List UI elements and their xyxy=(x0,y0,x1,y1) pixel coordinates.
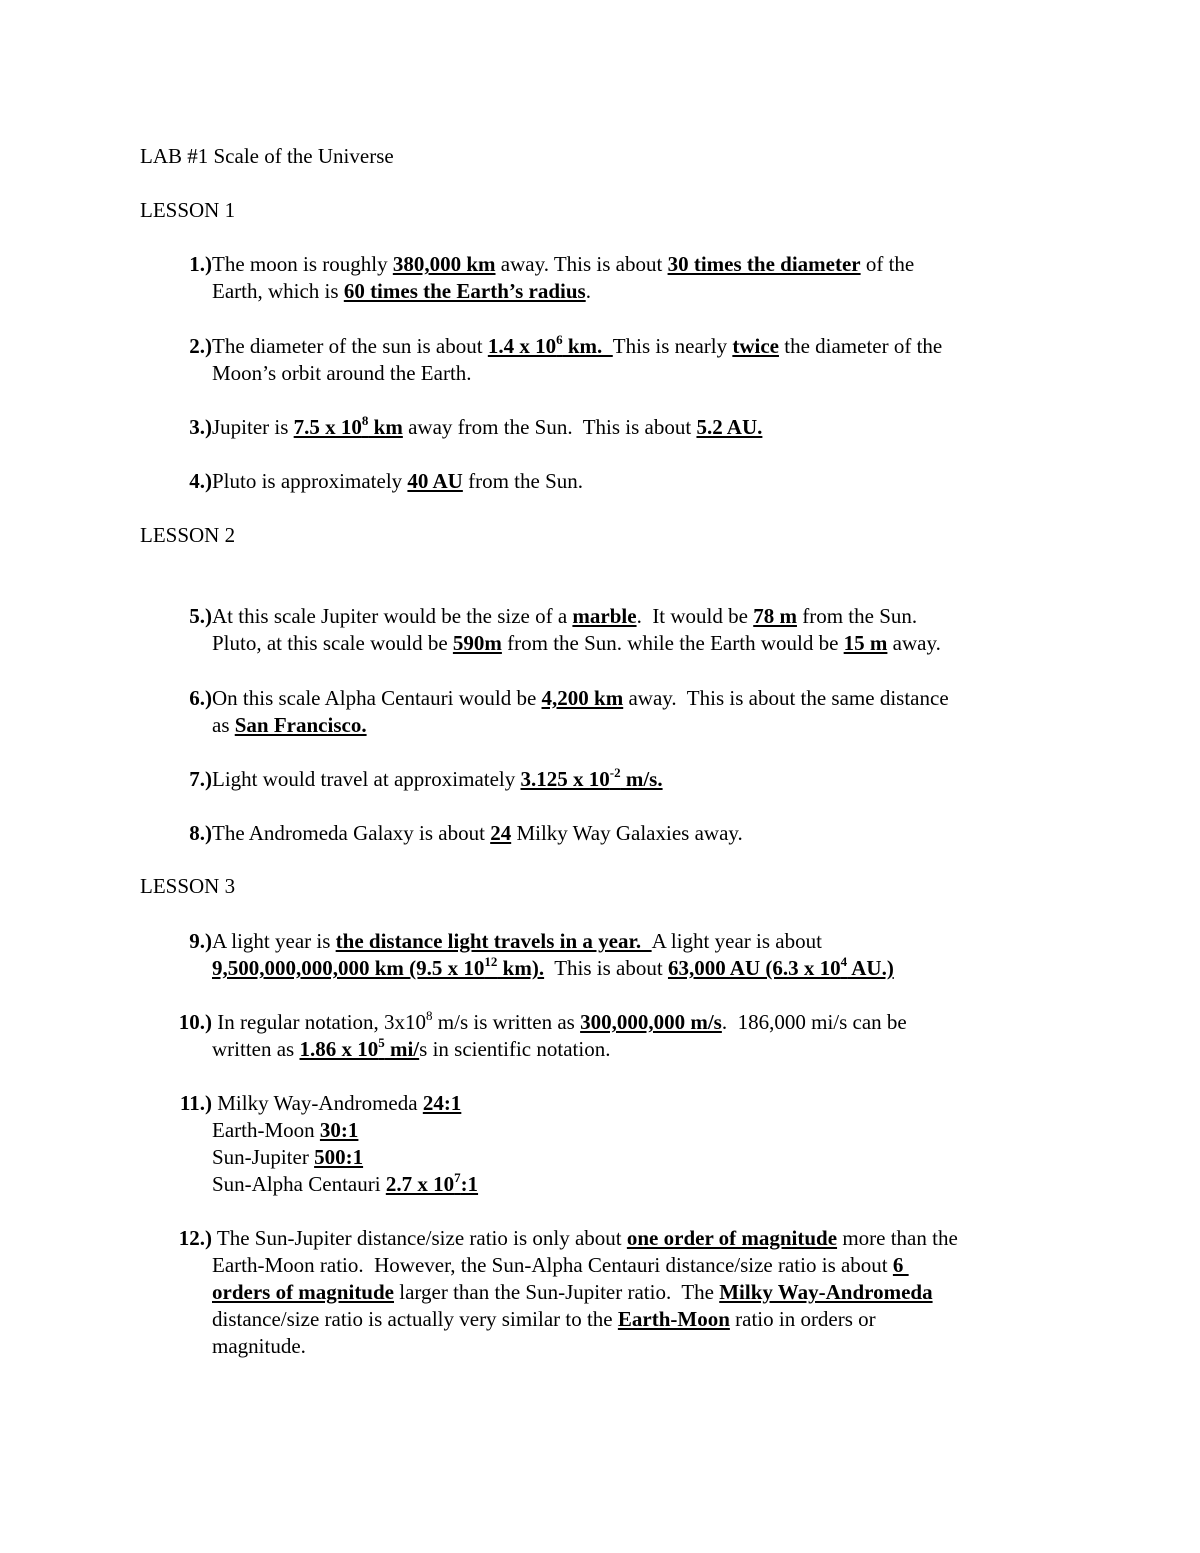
question-number: 3.) xyxy=(189,415,212,439)
question-3 xyxy=(140,414,1060,441)
answer: twice xyxy=(732,334,779,358)
question-number: 11.) xyxy=(179,1091,212,1115)
answer-unit: km. xyxy=(562,334,613,358)
answer: 6 xyxy=(892,1253,909,1277)
answer-base: 2.7 x 10 xyxy=(385,1172,455,1196)
answer: 24 xyxy=(490,821,512,845)
answer-base: 7.5 x 10 xyxy=(293,415,362,439)
question-10 xyxy=(140,1009,1060,1063)
text: This is nearly xyxy=(612,334,733,358)
answer xyxy=(521,767,663,791)
text: Moon’s orbit around the Earth. xyxy=(212,361,472,385)
answer: the distance light travels in a year. xyxy=(335,929,652,953)
text: The diameter of the sun is about xyxy=(212,334,488,358)
text: The moon is roughly xyxy=(212,252,393,276)
answer: 590m xyxy=(452,631,502,655)
text: the diameter of the xyxy=(778,334,943,358)
ratio-label: Milky Way-Andromeda xyxy=(212,1091,423,1115)
question-number: 2.) xyxy=(189,334,212,358)
ratio-label: Earth-Moon xyxy=(212,1118,320,1142)
text: s in scientific notation. xyxy=(419,1037,611,1061)
answer-exponent: 12 xyxy=(484,954,498,969)
text: Light would travel at approximately xyxy=(212,767,521,791)
text: Jupiter is xyxy=(212,415,294,439)
text: In regular notation, 3x10 xyxy=(212,1010,427,1034)
question-number: 4.) xyxy=(189,469,212,493)
text: from the Sun. xyxy=(462,469,583,493)
text: This is about xyxy=(544,956,668,980)
ratio-label: Sun-Alpha Centauri xyxy=(212,1172,386,1196)
answer: Earth-Moon xyxy=(617,1307,730,1331)
answer: marble xyxy=(572,604,637,628)
question-number: 8.) xyxy=(189,821,212,845)
answer-unit: :1 xyxy=(460,1172,479,1196)
answer: 4,200 km xyxy=(541,686,624,710)
text: . 186,000 mi/s can be xyxy=(721,1010,907,1034)
text: ratio in orders or xyxy=(729,1307,876,1331)
question-11 xyxy=(140,1090,1060,1198)
exponent: 8 xyxy=(426,1008,433,1023)
question-4 xyxy=(140,468,1060,495)
answer-unit: mi/ xyxy=(384,1037,420,1061)
text: The Andromeda Galaxy is about xyxy=(212,821,491,845)
text: distance/size ratio is actually very similar to the xyxy=(212,1307,618,1331)
document-title: LAB #1 Scale of the Universe xyxy=(140,144,394,168)
lesson-1-heading: LESSON 1 xyxy=(140,198,236,222)
text: A light year is xyxy=(212,929,336,953)
answer xyxy=(386,1172,478,1196)
question-8 xyxy=(140,820,1060,847)
text: A light year is about xyxy=(651,929,822,953)
question-1 xyxy=(140,251,1060,305)
question-6 xyxy=(140,685,1060,739)
question-12 xyxy=(140,1225,1060,1360)
text: The Sun-Jupiter distance/size ratio is only about xyxy=(212,1226,627,1250)
question-number: 12.) xyxy=(178,1226,212,1250)
answer: 500:1 xyxy=(314,1145,364,1169)
text: of the xyxy=(860,252,915,276)
answer: 380,000 km xyxy=(392,252,496,276)
answer xyxy=(668,956,894,980)
answer-unit: m/s. xyxy=(620,767,663,791)
answer-exponent: 5 xyxy=(378,1035,385,1050)
answer: 24:1 xyxy=(422,1091,462,1115)
answer-base: 1.86 x 10 xyxy=(299,1037,379,1061)
question-number: 6.) xyxy=(189,686,212,710)
text: . It would be xyxy=(636,604,754,628)
answer: orders of magnitude xyxy=(212,1280,394,1304)
answer-unit: km). xyxy=(497,956,545,980)
answer: 40 AU xyxy=(407,469,463,493)
text: Milky Way Galaxies away. xyxy=(511,821,743,845)
question-5 xyxy=(140,603,1060,657)
answer-exponent: 4 xyxy=(840,954,848,969)
text: away. xyxy=(887,631,941,655)
question-2 xyxy=(140,333,1060,387)
answer xyxy=(294,415,403,439)
answer-exponent: 6 xyxy=(556,332,563,347)
question-number: 1.) xyxy=(189,252,212,276)
text: On this scale Alpha Centauri would be xyxy=(212,686,542,710)
answer-exponent: 8 xyxy=(361,413,369,428)
text: Earth-Moon ratio. However, the Sun-Alpha Centauri distance/size ratio is about xyxy=(212,1253,893,1277)
answer-base: 3.125 x 10 xyxy=(520,767,610,791)
answer-unit: km xyxy=(368,415,403,439)
answer: 60 times the Earth’s radius xyxy=(343,279,586,303)
text: written as xyxy=(212,1037,300,1061)
answer: 300,000,000 m/s xyxy=(580,1010,722,1034)
text: away from the Sun. This is about xyxy=(402,415,697,439)
text: more than the xyxy=(837,1226,958,1250)
answer: 5.2 AU. xyxy=(696,415,763,439)
question-number: 5.) xyxy=(189,604,212,628)
text: Earth, which is xyxy=(212,279,344,303)
text: At this scale Jupiter would be the size of a xyxy=(212,604,573,628)
answer-exponent: -2 xyxy=(609,765,621,780)
text: as xyxy=(212,713,235,737)
answer: 15 m xyxy=(843,631,888,655)
text: m/s is written as xyxy=(432,1010,581,1034)
answer: one order of magnitude xyxy=(626,1226,838,1250)
text: from the Sun. while the Earth would be xyxy=(501,631,844,655)
answer: San Francisco. xyxy=(234,713,367,737)
lesson-3-heading: LESSON 3 xyxy=(140,874,236,898)
answer: 30 times the diameter xyxy=(667,252,861,276)
question-7 xyxy=(140,766,1060,793)
question-9 xyxy=(140,928,1060,982)
answer xyxy=(299,1037,419,1061)
text: Pluto is approximately xyxy=(212,469,408,493)
answer: 30:1 xyxy=(319,1118,359,1142)
text: Pluto, at this scale would be xyxy=(212,631,453,655)
answer-base: 63,000 AU (6.3 x 10 xyxy=(667,956,841,980)
question-number: 10.) xyxy=(178,1010,212,1034)
answer-base: 9,500,000,000,000 km (9.5 x 10 xyxy=(212,956,485,980)
text: away. This is about xyxy=(495,252,668,276)
answer: Milky Way-Andromeda xyxy=(719,1280,933,1304)
text: magnitude. xyxy=(212,1334,306,1358)
answer: 78 m xyxy=(753,604,797,628)
text: away. This is about the same distance xyxy=(623,686,949,710)
text: larger than the Sun-Jupiter ratio. The xyxy=(394,1280,720,1304)
answer xyxy=(488,334,613,358)
lesson-2-heading: LESSON 2 xyxy=(140,523,236,547)
ratio-label: Sun-Jupiter xyxy=(212,1145,315,1169)
question-number: 9.) xyxy=(189,929,212,953)
answer xyxy=(212,956,544,980)
answer-unit: AU.) xyxy=(847,956,894,980)
question-number: 7.) xyxy=(189,767,212,791)
text: . xyxy=(585,279,591,303)
answer-exponent: 7 xyxy=(454,1170,461,1185)
text: from the Sun. xyxy=(796,604,918,628)
answer-base: 1.4 x 10 xyxy=(487,334,557,358)
